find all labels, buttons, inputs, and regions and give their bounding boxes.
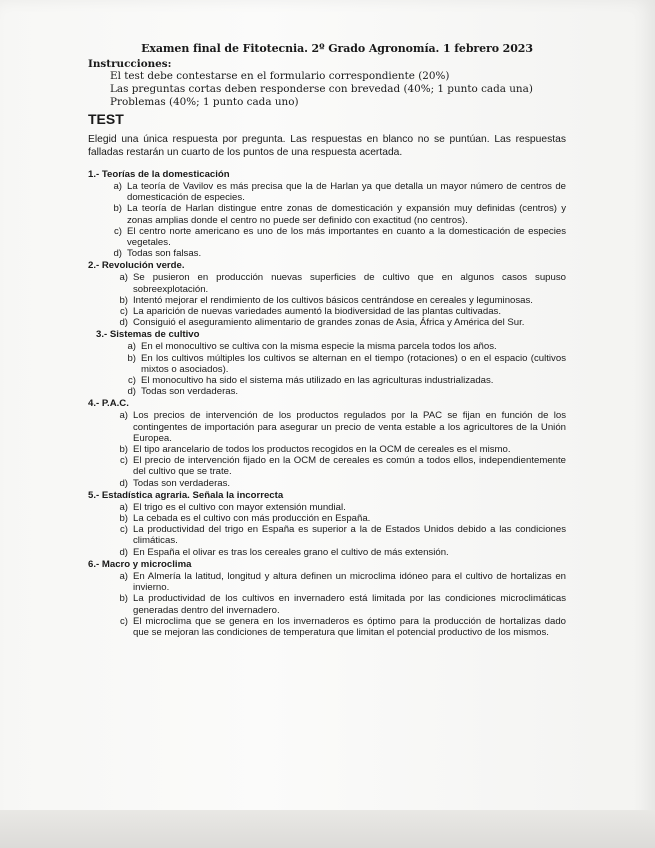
instruction-line: Las preguntas cortas deben responderse con brevedad (40%; 1 punto cada una) — [110, 83, 533, 95]
question-3 — [88, 329, 566, 397]
page-bottom-edge — [0, 810, 655, 848]
option-a: a) En Almería la latitud, longitud y altura definen un microclima idóneo para el cultivo de hortalizas en invierno. — [119, 570, 566, 594]
option-c: c) El centro norte americano es uno de los más importantes en cuanto a la domesticación de especies vegetales. — [114, 225, 566, 249]
question-title: 2.- Revolución verde. — [88, 260, 185, 272]
exam-content — [88, 42, 566, 639]
option-b: b) Intentó mejorar el rendimiento de los cultivos básicos centrándose en cereales y leguminosas. — [119, 294, 533, 306]
instruction-line: Problemas (40%; 1 punto cada uno) — [110, 96, 299, 108]
option-d: d) En España el olivar es tras los cereales grano el cultivo de más extensión. — [119, 546, 449, 558]
option-c: c) El microclima que se genera en los invernaderos es óptimo para la producción de hortalizas dado que se mejoran las condiciones de temperatura que limitan el potencial productivo de los mismos. — [120, 615, 566, 638]
option-a: a) En el monocultivo se cultiva con la misma especie la misma parcela todos los años. — [127, 341, 497, 353]
question-title: 6.- Macro y microclima — [88, 558, 192, 570]
option-d: d) Todas son verdaderas. — [119, 477, 231, 489]
option-b: b) La cebada es el cultivo con más producción en España. — [119, 513, 371, 525]
question-title: 1.- Teorías de la domesticación — [88, 169, 230, 180]
option-d: d) Todas son verdaderas. — [127, 386, 239, 398]
question-title: 5.- Estadística agraria. Señala la incorrecta — [88, 489, 284, 501]
question-4 — [88, 398, 566, 488]
question-2 — [88, 260, 566, 328]
option-b: b) En los cultivos múltiples los cultivos se alternan en el tiempo (rotaciones) o en el espacio (cultivos mixtos o asociados). — [127, 352, 566, 375]
option-b: b) El tipo arancelario de todos los productos recogidos en la OCM de cereales es el mismo. — [119, 444, 511, 456]
option-c: c) El precio de intervención fijado en la OCM de cereales es común a todos ellos, independientemente del cultivo que se trate. — [120, 455, 566, 478]
question-1 — [88, 169, 566, 259]
question-title: 4.- P.A.C. — [88, 398, 129, 410]
option-d: d) Todas son falsas. — [113, 248, 202, 260]
option-a: a) Los precios de intervención de los productos regulados por la PAC se fijan en función de los contingentes de importación para asegurar un precio de venta estable a los agricultores de la Unión Europea. — [119, 410, 566, 444]
option-c: c) La aparición de nuevas variedades aumentó la biodiversidad de las plantas cultivadas. — [120, 306, 501, 318]
option-b: b) La teoría de Harlan distingue entre zonas de domesticación y expansión muy definidas (centros) y zonas amplias donde el centro no puede ser definido con exactitud (no centros). — [113, 203, 566, 226]
option-d: d) Consiguió el aseguramiento alimentario de grandes zonas de Asia, África y América del Sur. — [119, 317, 525, 329]
option-a: a) El trigo es el cultivo con mayor extensión mundial. — [119, 501, 346, 513]
question-5 — [88, 490, 566, 558]
option-c: c) El monocultivo ha sido el sistema más utilizado en las agriculturas industrializadas. — [128, 375, 494, 387]
test-intro: Elegid una única respuesta por pregunta. Las respuestas en blanco no se puntúan. Las respuestas falladas restarán un cuarto de los puntos de una respuesta acertada. — [88, 134, 566, 158]
option-b: b) La productividad de los cultivos en invernadero está limitada por las condiciones microclimáticas generadas dentro del invernadero. — [119, 593, 566, 616]
option-a: a) La teoría de Vavilov es más precisa que la de Harlan ya que detalla un mayor número de centros de domesticación de especies. — [113, 181, 566, 204]
exam-title: Examen final de Fitotecnia. 2º Grado Agronomía. 1 febrero 2023 — [141, 42, 533, 55]
question-title: 3.- Sistemas de cultivo — [96, 329, 200, 341]
option-a: a) Se pusieron en producción nuevas superficies de cultivo que en algunos casos supuso sobreexplotación. — [119, 272, 566, 295]
instructions-heading: Instrucciones: — [88, 58, 172, 70]
question-6 — [88, 559, 566, 638]
option-c: c) La productividad del trigo en España es superior a la de Estados Unidos debido a las condiciones climáticas. — [120, 524, 566, 547]
test-heading: TEST — [88, 111, 124, 127]
instruction-line: El test debe contestarse en el formulario correspondiente (20%) — [110, 70, 450, 82]
